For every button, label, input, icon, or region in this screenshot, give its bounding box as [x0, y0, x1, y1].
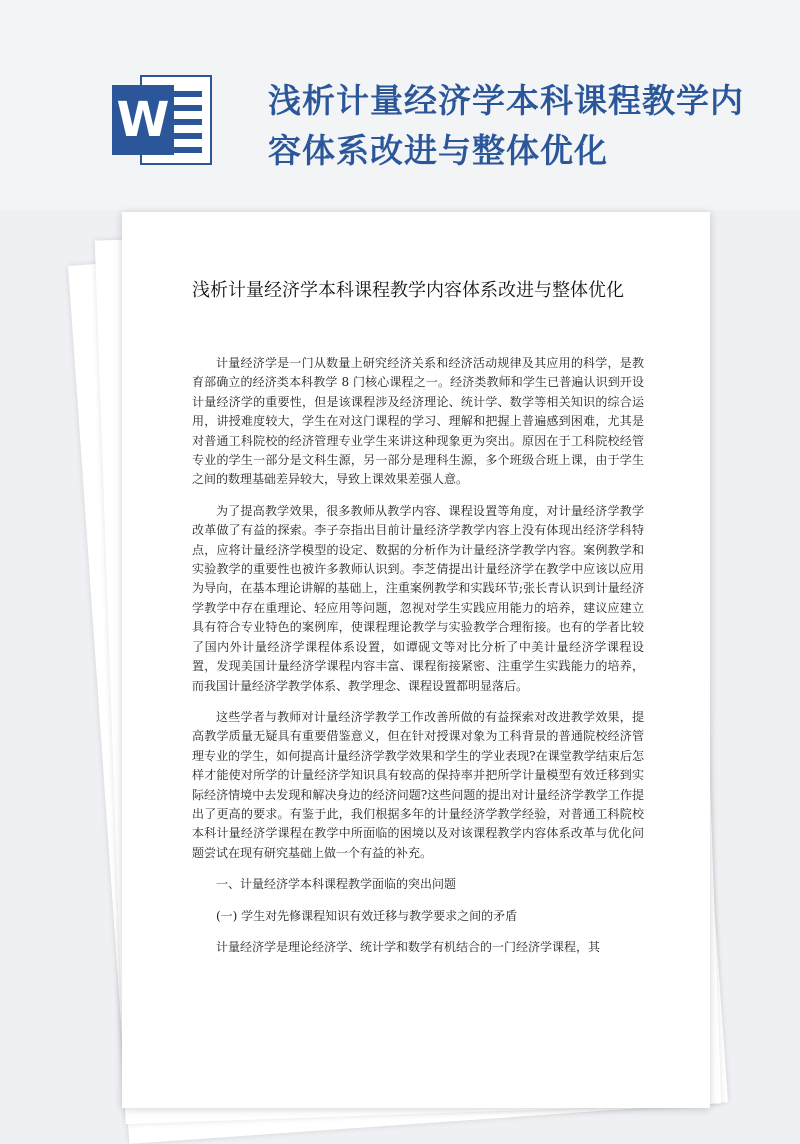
paragraph: 为了提高教学效果，很多教师从教学内容、课程设置等角度，对计量经济学教学改革做了有益的探索。李子奈指出目前计量经济学教学内容上没有体现出经济学科特点，应将计量经济学模型的设定、数据的分析作为计量经济学教学内容。案例教学和实验教学的重要性也被许多教师认识到。李芝倩提出计量经济学在教学中应该以应用为导向，在基本理论讲解的基础上，注重案例教学和实践环节;张长青认识到计量经济学教学中存在重理论、轻应用等问题，忽视对学生实践应用能力的培养，建议应建立具有符合专业特色的案例库，使课程理论教学与实验教学合理衔接。也有的学者比较了国内外计量经济学课程体系设置，如谭砚文等对比分析了中美计量经济学课程设置，发现美国计量经济学课程内容丰富、课程衔接紧密、注重学生实践能力的培养，而我国计量经济学教学体系、教学理念、课程设置都明显落后。 [192, 503, 644, 693]
banner [0, 0, 800, 210]
document-title: 浅析计量经济学本科课程教学内容体系改进与整体优化 [192, 280, 624, 301]
document-body [192, 354, 644, 969]
subsection-heading: (一) 学生对先修课程知识有效迁移与教学要求之间的矛盾 [216, 908, 518, 923]
banner-title: 浅析计量经济学本科课程教学内容体系改进与整体优化 [268, 81, 744, 170]
word-document-icon [112, 75, 212, 165]
section-heading: 一、计量经济学本科课程教学面临的突出问题 [216, 877, 457, 892]
paragraph: 计量经济学是理论经济学、统计学和数学有机结合的一门经济学课程，其 [216, 939, 601, 954]
document-page [122, 212, 710, 1108]
word-letter-icon: W [112, 85, 174, 155]
paragraph: 计量经济学是一门从数量上研究经济关系和经济活动规律及其应用的科学，是教育部确立的经济类本科教学 8 门核心课程之一。经济类教师和学生已普遍认识到开设计量经济学的重要性，但是该课程涉及经济理论、统计学、数学等相关知识的综合运用，讲授难度较大，学生在对这门课程的学习、理解和把握上普遍感到困难，尤其是对普通工科院校的经济管理专业学生来讲这种现象更为突出。原因在于工科院校经管专业的学生一部分是文科生源，另一部分是理科生源，多个班级合班上课，由于学生之间的数理基础差异较大，导致上课效果差强人意。 [192, 356, 644, 487]
paragraph: 这些学者与教师对计量经济学教学工作改善所做的有益探索对改进教学效果，提高教学质量无疑具有重要借鉴意义，但在针对授课对象为工科背景的普通院校经济管理专业的学生，如何提高计量经济学教学效果和学生的学业表现?在课堂教学结束后怎样才能使对所学的计量经济学知识具有较高的保持率并把所学计量模型有效迁移到实际经济情境中去发现和解决身边的经济问题?这些问题的提出对计量经济学教学工作提出了更高的要求。有鉴于此，我们根据多年的计量经济学教学经验，对普通工科院校本科计量经济学课程在教学中所面临的困境以及对该课程教学内容体系改革与优化问题尝试在现有研究基础上做一个有益的补充。 [192, 709, 644, 860]
